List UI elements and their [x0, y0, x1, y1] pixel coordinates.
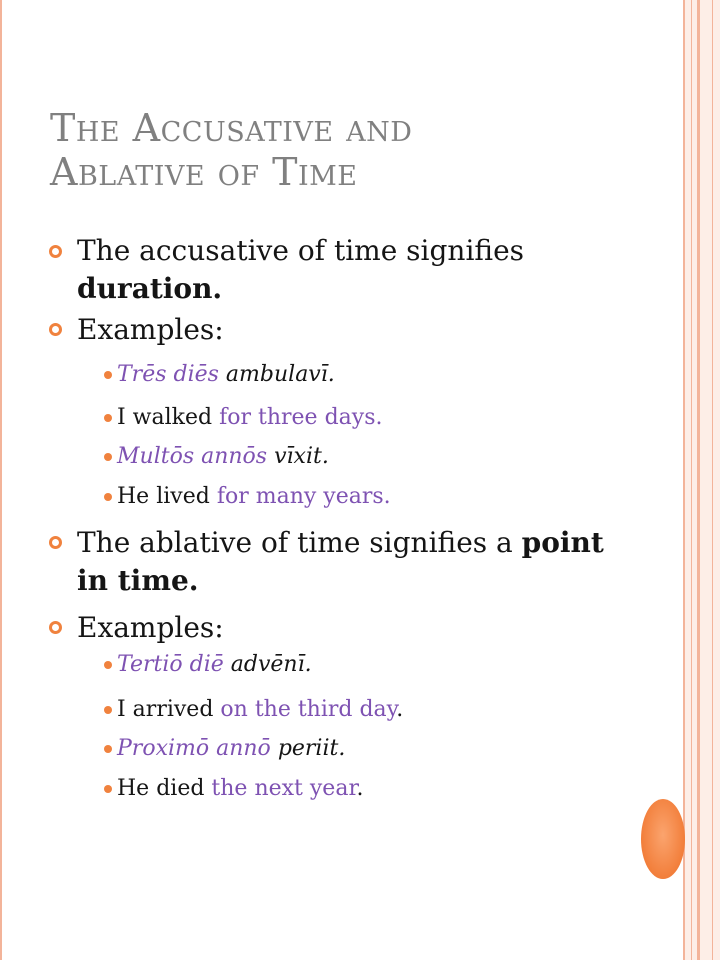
example-item — [117, 774, 364, 804]
example-item — [117, 403, 382, 433]
example-item — [117, 482, 391, 512]
translation-subject-verb: He lived — [117, 484, 210, 509]
examples-label: Examples: — [77, 611, 224, 644]
translation-period: . — [356, 776, 364, 801]
bullet-ring-icon — [49, 621, 62, 634]
bullet-dot-icon — [104, 785, 112, 793]
example-item — [117, 442, 329, 472]
translation-time-phrase: the next year — [211, 776, 357, 801]
title-line-1: The Accusative and — [50, 106, 413, 150]
example-item — [117, 695, 403, 725]
band-stripe — [697, 0, 700, 960]
bullet-ring-icon — [49, 245, 62, 258]
latin-time-phrase: Multōs annōs — [117, 444, 268, 469]
right-decorative-band — [683, 0, 720, 960]
latin-time-phrase: Trēs diēs — [117, 362, 219, 387]
translation-subject-verb: I arrived — [117, 697, 214, 722]
statement-line — [77, 524, 604, 562]
band-stripe — [691, 0, 692, 960]
bullet-dot-icon — [104, 706, 112, 714]
bullet-dot-icon — [104, 661, 112, 669]
band-stripe — [712, 0, 713, 960]
slide-title — [50, 106, 412, 194]
latin-verb: periit. — [277, 736, 346, 761]
statement-line — [77, 562, 199, 600]
examples-label: Examples: — [77, 313, 224, 346]
example-item — [117, 734, 345, 764]
translation-time-phrase: for three days. — [219, 405, 383, 430]
statement-text: The accusative of time signifies — [77, 234, 525, 267]
example-item — [117, 650, 312, 680]
latin-verb: vīxit. — [274, 444, 329, 469]
latin-time-phrase: Tertiō diē — [117, 652, 224, 677]
translation-subject-verb: He died — [117, 776, 205, 801]
bullet-dot-icon — [104, 371, 112, 379]
bullet-dot-icon — [104, 453, 112, 461]
bullet-ring-icon — [49, 536, 62, 549]
bullet-dot-icon — [104, 414, 112, 422]
bullet-ring-icon — [49, 323, 62, 336]
translation-time-phrase: on the third day — [220, 697, 397, 722]
orange-oval-decoration — [641, 799, 685, 879]
latin-verb: advēnī. — [230, 652, 312, 677]
statement-bold-term: duration. — [77, 272, 223, 305]
statement-line — [77, 270, 222, 308]
statement-bold-term: in time. — [77, 564, 199, 597]
latin-time-phrase: Proximō annō — [117, 736, 271, 761]
band-stripe — [683, 0, 685, 960]
statement-bold-term: point — [521, 526, 604, 559]
translation-period: . — [396, 697, 404, 722]
latin-verb: ambulavī. — [225, 362, 335, 387]
statement-text: The ablative of time signifies a — [77, 526, 513, 559]
bullet-dot-icon — [104, 493, 112, 501]
translation-subject-verb: I walked — [117, 405, 213, 430]
example-item — [117, 360, 335, 390]
translation-time-phrase: for many years. — [216, 484, 391, 509]
left-border-line — [0, 0, 2, 960]
bullet-dot-icon — [104, 745, 112, 753]
title-line-2: Ablative of Time — [50, 150, 358, 194]
statement-line — [77, 232, 524, 270]
